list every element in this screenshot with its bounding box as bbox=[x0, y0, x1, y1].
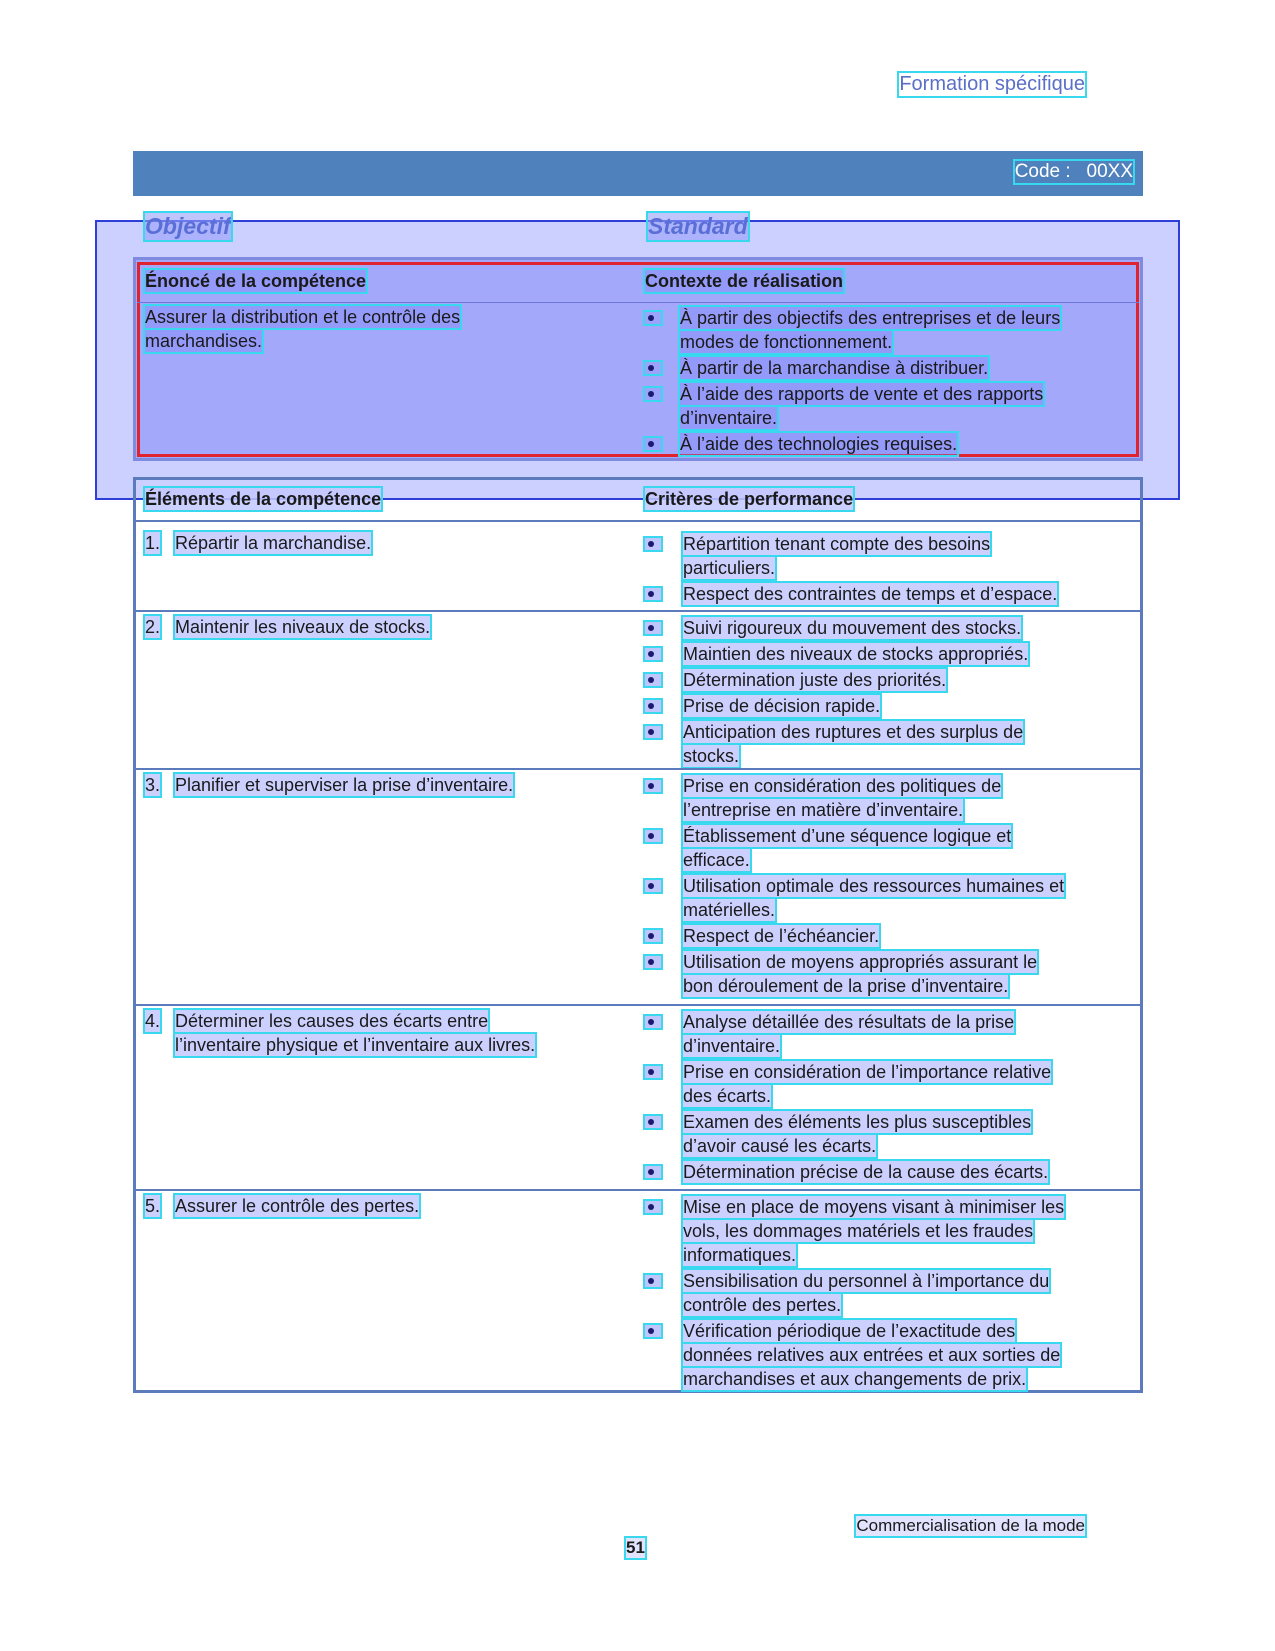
bullet-icon bbox=[645, 674, 661, 686]
table-row-divider bbox=[133, 768, 1143, 770]
criterion-line: Utilisation optimale des ressources humaines et bbox=[683, 876, 1065, 896]
criterion-line: Anticipation des ruptures et des surplus de bbox=[683, 722, 1024, 742]
element-number: 5. bbox=[145, 1196, 161, 1216]
table-row-divider bbox=[133, 1189, 1143, 1191]
element-text-line: Répartir la marchandise. bbox=[175, 533, 372, 553]
criterion-line: particuliers. bbox=[683, 558, 776, 578]
criterion-line: Mise en place de moyens visant à minimiser les bbox=[683, 1197, 1065, 1217]
bullet-icon bbox=[645, 930, 661, 942]
context-item-line: À l’aide des rapports de vente et des rapports bbox=[680, 384, 1044, 404]
bullet-icon bbox=[645, 956, 661, 968]
bullet-icon bbox=[645, 362, 661, 374]
criterion-line: bon déroulement de la prise d’inventaire. bbox=[683, 976, 1009, 996]
page-number: 51 bbox=[626, 1538, 645, 1557]
table-row-divider bbox=[133, 610, 1143, 612]
criterion-line: marchandises et aux changements de prix. bbox=[683, 1369, 1027, 1389]
element-text-line: Planifier et superviser la prise d’inventaire. bbox=[175, 775, 514, 795]
elements-header: Éléments de la compétence bbox=[145, 489, 382, 509]
table-row-divider bbox=[133, 1004, 1143, 1006]
bullet-icon bbox=[645, 830, 661, 842]
element-text-line: Maintenir les niveaux de stocks. bbox=[175, 617, 431, 637]
criterion-line: Respect des contraintes de temps et d’espace. bbox=[683, 584, 1058, 604]
bullet-icon bbox=[645, 700, 661, 712]
criterion-line: matérielles. bbox=[683, 900, 776, 920]
bullet-icon bbox=[645, 438, 661, 450]
criterion-line: vols, les dommages matériels et les fraudes bbox=[683, 1221, 1034, 1241]
bullet-icon bbox=[645, 1201, 661, 1213]
standard-label: Standard bbox=[648, 213, 748, 239]
criteria-header: Critères de performance bbox=[645, 489, 854, 509]
competence-table bbox=[133, 477, 1143, 1393]
program-name: Commercialisation de la mode bbox=[856, 1516, 1085, 1535]
criterion-line: Répartition tenant compte des besoins bbox=[683, 534, 991, 554]
context-item-line: À l’aide des technologies requises. bbox=[680, 434, 958, 454]
criterion-line: Détermination juste des priorités. bbox=[683, 670, 947, 690]
criterion-line: d’avoir causé les écarts. bbox=[683, 1136, 877, 1156]
context-item-line: À partir de la marchandise à distribuer. bbox=[680, 358, 989, 378]
criterion-line: stocks. bbox=[683, 746, 740, 766]
objective-label: Objectif bbox=[145, 213, 231, 239]
bullet-icon bbox=[645, 1166, 661, 1178]
competence-statement-line: marchandises. bbox=[145, 331, 263, 351]
element-text-line: Déterminer les causes des écarts entre bbox=[175, 1011, 489, 1031]
criterion-line: Vérification périodique de l’exactitude des bbox=[683, 1321, 1016, 1341]
bullet-icon bbox=[645, 780, 661, 792]
code-bar bbox=[133, 151, 1143, 196]
criterion-line: Examen des éléments les plus susceptibles bbox=[683, 1112, 1032, 1132]
bullet-icon bbox=[645, 312, 661, 324]
bullet-icon bbox=[645, 388, 661, 400]
criterion-line: Maintien des niveaux de stocks appropriés. bbox=[683, 644, 1029, 664]
bullet-icon bbox=[645, 648, 661, 660]
document-section-title: Formation spécifique bbox=[899, 73, 1085, 95]
bullet-icon bbox=[645, 880, 661, 892]
criterion-line: informatiques. bbox=[683, 1245, 797, 1265]
bullet-icon bbox=[645, 1116, 661, 1128]
context-item-line: d’inventaire. bbox=[680, 408, 778, 428]
competence-header: Énoncé de la compétence bbox=[145, 271, 367, 291]
context-item-line: modes de fonctionnement. bbox=[680, 332, 893, 352]
criterion-line: Sensibilisation du personnel à l’importance du bbox=[683, 1271, 1050, 1291]
criterion-line: Suivi rigoureux du mouvement des stocks. bbox=[683, 618, 1022, 638]
bullet-icon bbox=[645, 1325, 661, 1337]
criterion-line: Détermination précise de la cause des écarts. bbox=[683, 1162, 1049, 1182]
element-number: 3. bbox=[145, 775, 161, 795]
criterion-line: des écarts. bbox=[683, 1086, 772, 1106]
bullet-icon bbox=[645, 588, 661, 600]
criterion-line: données relatives aux entrées et aux sorties de bbox=[683, 1345, 1061, 1365]
criterion-line: Respect de l’échéancier. bbox=[683, 926, 880, 946]
bullet-icon bbox=[645, 1066, 661, 1078]
element-text-line: l’inventaire physique et l’inventaire aux livres. bbox=[175, 1035, 536, 1055]
bullet-icon bbox=[645, 1275, 661, 1287]
criterion-line: efficace. bbox=[683, 850, 750, 870]
element-text-line: Assurer le contrôle des pertes. bbox=[175, 1196, 420, 1216]
criterion-line: Prise en considération des politiques de bbox=[683, 776, 1002, 796]
criterion-line: contrôle des pertes. bbox=[683, 1295, 842, 1315]
context-item-line: À partir des objectifs des entreprises et de leurs bbox=[680, 308, 1061, 328]
criterion-line: Prise en considération de l’importance relative bbox=[683, 1062, 1052, 1082]
element-number: 2. bbox=[145, 617, 161, 637]
criterion-line: l’entreprise en matière d’inventaire. bbox=[683, 800, 964, 820]
criterion-line: Analyse détaillée des résultats de la prise bbox=[683, 1012, 1015, 1032]
bullet-icon bbox=[645, 538, 661, 550]
element-number: 1. bbox=[145, 533, 161, 553]
bullet-icon bbox=[645, 622, 661, 634]
code-label: Code : 00XX bbox=[1014, 161, 1133, 182]
criterion-line: d’inventaire. bbox=[683, 1036, 781, 1056]
table-header-divider bbox=[133, 520, 1143, 522]
competence-divider bbox=[137, 302, 1139, 303]
competence-statement-line: Assurer la distribution et le contrôle des bbox=[145, 307, 461, 327]
element-number: 4. bbox=[145, 1011, 161, 1031]
criterion-line: Prise de décision rapide. bbox=[683, 696, 881, 716]
bullet-icon bbox=[645, 1016, 661, 1028]
bullet-icon bbox=[645, 726, 661, 738]
criterion-line: Utilisation de moyens appropriés assurant le bbox=[683, 952, 1038, 972]
context-header: Contexte de réalisation bbox=[645, 271, 844, 291]
criterion-line: Établissement d’une séquence logique et bbox=[683, 826, 1012, 846]
